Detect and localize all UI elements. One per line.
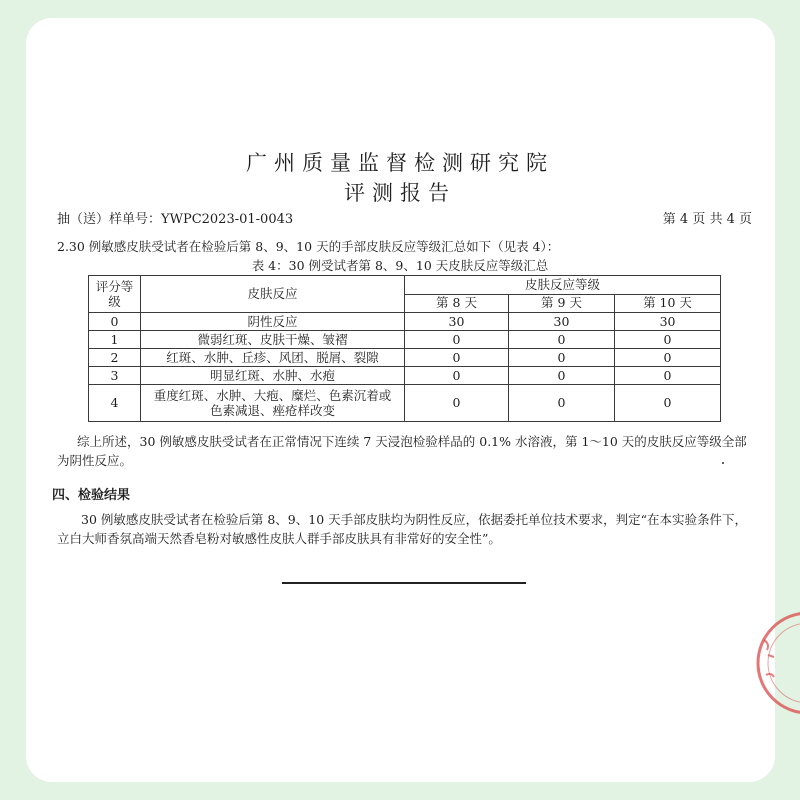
report-title: 评测报告 bbox=[344, 181, 456, 205]
section-4-heading: 四、检验结果 bbox=[52, 488, 131, 503]
header-grade: 评分等级 bbox=[89, 276, 141, 313]
cell-day-8: 0 bbox=[405, 349, 509, 367]
table-row bbox=[89, 385, 721, 422]
cell-grade: 0 bbox=[89, 313, 141, 331]
section-2-intro: 2.30 例敏感皮肤受试者在检验后第 8、9、10 天的手部皮肤反应等级汇总如下（见表 4）： bbox=[57, 239, 560, 254]
cell-day-10: 30 bbox=[615, 313, 721, 331]
cell-reaction: 阴性反应 bbox=[141, 313, 405, 331]
cell-day-10: 0 bbox=[615, 331, 721, 349]
cell-day-8: 30 bbox=[405, 313, 509, 331]
cell-day-10: 0 bbox=[615, 367, 721, 385]
cell-day-10: 0 bbox=[615, 349, 721, 367]
cell-grade: 3 bbox=[89, 367, 141, 385]
cell-day-9: 0 bbox=[509, 331, 615, 349]
table-row bbox=[89, 367, 721, 385]
cell-day-9: 30 bbox=[509, 313, 615, 331]
cell-reaction: 红斑、水肿、丘疹、风团、脱屑、裂隙 bbox=[141, 349, 405, 367]
cell-grade: 1 bbox=[89, 331, 141, 349]
table-row bbox=[89, 331, 721, 349]
cell-day-9: 0 bbox=[509, 367, 615, 385]
cell-day-8: 0 bbox=[405, 367, 509, 385]
cell-reaction: 明显红斑、水肿、水疱 bbox=[141, 367, 405, 385]
reaction-table bbox=[88, 275, 721, 422]
table-row bbox=[89, 313, 721, 331]
scan-speck bbox=[722, 462, 724, 464]
signature-line bbox=[282, 582, 526, 584]
header-day-9: 第 9 天 bbox=[509, 294, 615, 313]
sample-number: 抽（送）样单号：YWPC2023-01-0043 bbox=[57, 212, 294, 227]
table-caption: 表 4：30 例受试者第 8、9、10 天皮肤反应等级汇总 bbox=[251, 258, 549, 273]
header-day-10: 第 10 天 bbox=[615, 294, 721, 313]
cell-day-9: 0 bbox=[509, 349, 615, 367]
official-seal-stamp bbox=[742, 605, 800, 725]
cell-day-9: 0 bbox=[509, 385, 615, 422]
page-number: 第 4 页 共 4 页 bbox=[662, 212, 752, 227]
cell-reaction: 重度红斑、水肿、大疱、糜烂、色素沉着或色素减退、痤疮样改变 bbox=[141, 385, 405, 422]
cell-day-8: 0 bbox=[405, 331, 509, 349]
cell-day-8: 0 bbox=[405, 385, 509, 422]
header-day-8: 第 8 天 bbox=[405, 294, 509, 313]
cell-day-10: 0 bbox=[615, 385, 721, 422]
header-reaction: 皮肤反应 bbox=[141, 276, 405, 313]
cell-reaction: 微弱红斑、皮肤干燥、皱褶 bbox=[141, 331, 405, 349]
section-2-summary: 综上所述，30 例敏感皮肤受试者在正常情况下连续 7 天浸泡检验样品的 0.1% 水溶液，第 1～10 天的皮肤反应等级全部为阴性反应。 bbox=[57, 434, 747, 468]
header-group: 皮肤反应等级 bbox=[405, 276, 721, 295]
institute-title: 广州质量监督检测研究院 bbox=[246, 151, 554, 175]
cell-grade: 4 bbox=[89, 385, 141, 422]
section-4-text: 30 例敏感皮肤受试者在检验后第 8、9、10 天手部皮肤均为阴性反应，依据委托单位技术要求，判定“在本实验条件下，立白大师香氛高端天然香皂粉对敏感性皮肤人群手部皮肤具有非常好的安全性”。 bbox=[57, 512, 748, 546]
cell-grade: 2 bbox=[89, 349, 141, 367]
table-row bbox=[89, 349, 721, 367]
